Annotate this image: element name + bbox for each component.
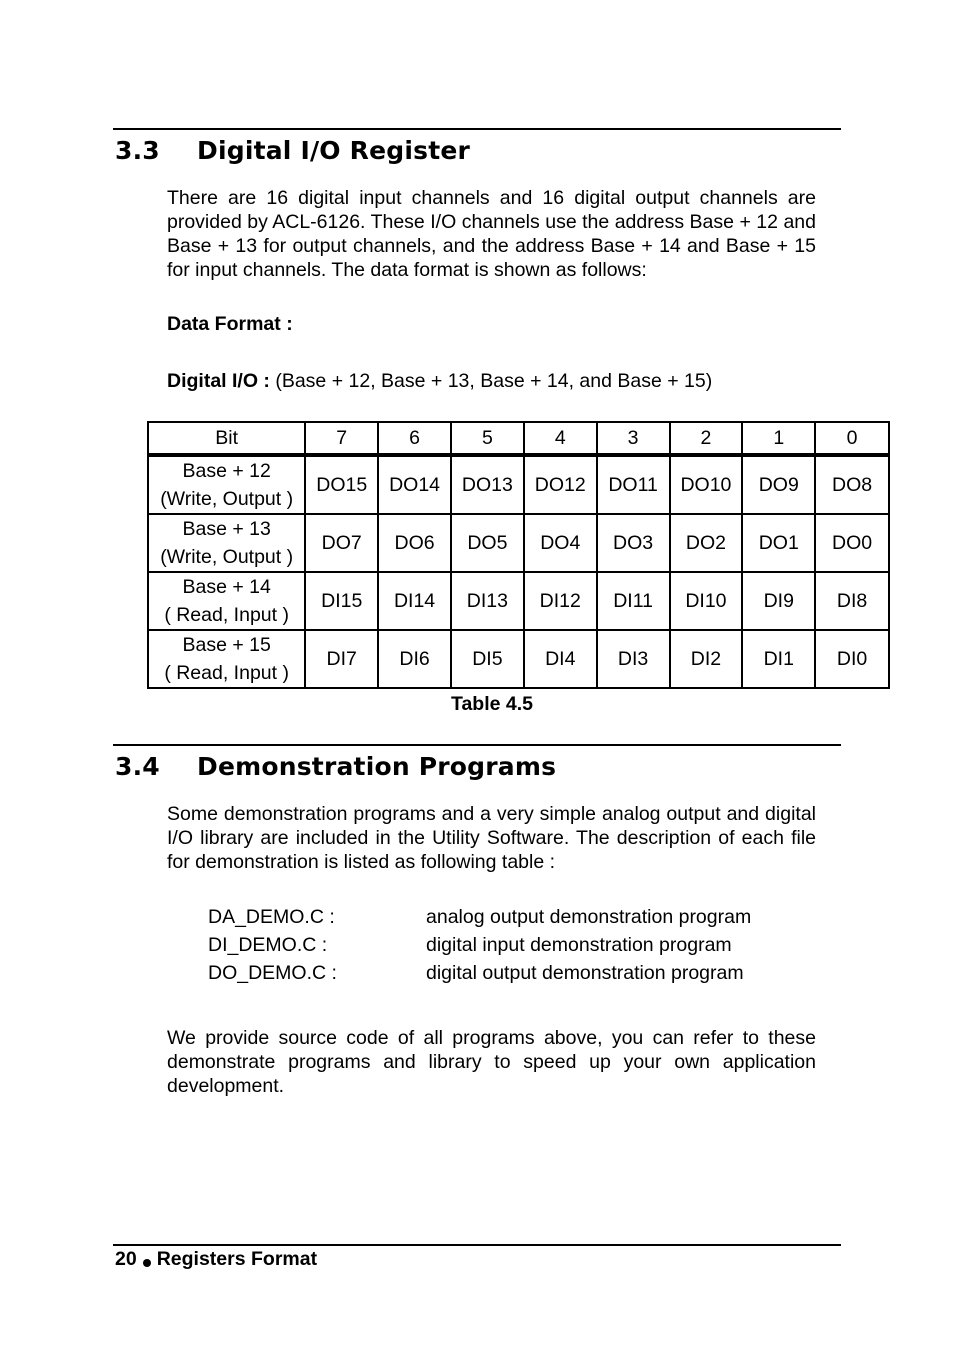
file-name: DI_DEMO.C : [208, 934, 328, 956]
register-mode: ( Read, Input ) [164, 662, 289, 684]
page-number: 20 [115, 1248, 137, 1270]
section-rule-top [113, 744, 841, 746]
register-address: Base + 12 [182, 460, 271, 482]
bit-cell: DO7 [305, 514, 378, 572]
file-description: digital input demonstration program [426, 934, 732, 956]
register-mode: (Write, Output ) [160, 546, 294, 568]
bit-cell: DO6 [378, 514, 451, 572]
register-mode: (Write, Output ) [160, 488, 294, 510]
bit-cell: DO3 [597, 514, 670, 572]
bit-cell: DO4 [524, 514, 597, 572]
demo-programs-intro-paragraph: Some demonstration programs and a very simple analog output and digital I/O library are included in the Utility Software. The description of each file for demonstration is listed as following table : [167, 803, 816, 873]
table-row [148, 630, 889, 688]
footer-rule [113, 1244, 841, 1246]
table-header-cell: 7 [305, 422, 378, 455]
section-title: Demonstration Programs [197, 752, 557, 781]
bit-cell: DI10 [670, 572, 743, 630]
digital-io-register-table [147, 421, 890, 689]
section-number: 3.4 [115, 752, 160, 781]
table-row [148, 514, 889, 572]
register-address: Base + 14 [182, 576, 271, 598]
section-heading-digital-io [115, 136, 470, 165]
digital-io-label: Digital I/O : [167, 370, 270, 392]
table-row [148, 572, 889, 630]
file-name: DO_DEMO.C : [208, 962, 337, 984]
table-header-row [148, 422, 889, 455]
bit-cell: DO1 [742, 514, 815, 572]
bit-cell: DI7 [305, 630, 378, 688]
file-name: DA_DEMO.C : [208, 906, 335, 928]
digital-io-addresses: (Base + 12, Base + 13, Base + 14, and Base + 15) [269, 370, 713, 392]
section-heading-demo-programs [115, 752, 556, 781]
table-row [148, 455, 889, 514]
bit-cell: DO11 [597, 455, 670, 514]
register-address-cell [148, 514, 305, 572]
page-footer [115, 1248, 317, 1271]
register-address-cell [148, 630, 305, 688]
digital-io-address-line [167, 370, 712, 393]
file-description: analog output demonstration program [426, 906, 752, 928]
register-mode: ( Read, Input ) [164, 604, 289, 626]
bit-cell: DO9 [742, 455, 815, 514]
section-number: 3.3 [115, 136, 160, 165]
demo-file-list [208, 904, 751, 988]
bit-cell: DI8 [815, 572, 889, 630]
bit-cell: DI0 [815, 630, 889, 688]
bit-cell: DI5 [451, 630, 524, 688]
register-address: Base + 13 [182, 518, 271, 540]
section-title: Digital I/O Register [197, 136, 471, 165]
bit-cell: DI9 [742, 572, 815, 630]
register-address: Base + 15 [182, 634, 271, 656]
table-header-cell: 5 [451, 422, 524, 455]
digital-io-intro-paragraph: There are 16 digital input channels and 16 digital output channels are provided by ACL-6126. These I/O channels use the address Base + 12 and Base + 13 for output channels, and the address Base + 14 and Base + 15 for input channels. The data format is shown as follows: [167, 187, 816, 281]
table-caption: Table 4.5 [450, 693, 533, 715]
closing-paragraph: We provide source code of all programs above, you can refer to these demonstrate programs and library to speed up your own application development. [167, 1027, 816, 1097]
bullet-icon [143, 1259, 151, 1267]
file-description: digital output demonstration program [426, 962, 744, 984]
bit-cell: DI1 [742, 630, 815, 688]
bit-cell: DI15 [305, 572, 378, 630]
bit-cell: DO15 [305, 455, 378, 514]
list-item [208, 960, 751, 988]
bit-cell: DO10 [670, 455, 743, 514]
bit-cell: DI13 [451, 572, 524, 630]
bit-cell: DO2 [670, 514, 743, 572]
list-item [208, 904, 751, 932]
bit-cell: DO5 [451, 514, 524, 572]
table-header-cell: 0 [815, 422, 889, 455]
table-header-cell: 2 [670, 422, 743, 455]
bit-cell: DI14 [378, 572, 451, 630]
bit-cell: DI12 [524, 572, 597, 630]
table-header-cell: Bit [148, 422, 305, 455]
bit-cell: DO0 [815, 514, 889, 572]
bit-cell: DI2 [670, 630, 743, 688]
bit-cell: DO8 [815, 455, 889, 514]
table-header-cell: 4 [524, 422, 597, 455]
bit-cell: DO12 [524, 455, 597, 514]
footer-section-title: Registers Format [156, 1248, 318, 1270]
bit-cell: DI4 [524, 630, 597, 688]
bit-cell: DI6 [378, 630, 451, 688]
table-header-cell: 3 [597, 422, 670, 455]
list-item [208, 932, 751, 960]
bit-cell: DI11 [597, 572, 670, 630]
table-header-cell: 1 [742, 422, 815, 455]
table-header-cell: 6 [378, 422, 451, 455]
bit-cell: DI3 [597, 630, 670, 688]
bit-cell: DO13 [451, 455, 524, 514]
register-address-cell [148, 455, 305, 514]
register-address-cell [148, 572, 305, 630]
data-format-label: Data Format : [167, 313, 293, 335]
section-rule-top [113, 128, 841, 130]
bit-cell: DO14 [378, 455, 451, 514]
